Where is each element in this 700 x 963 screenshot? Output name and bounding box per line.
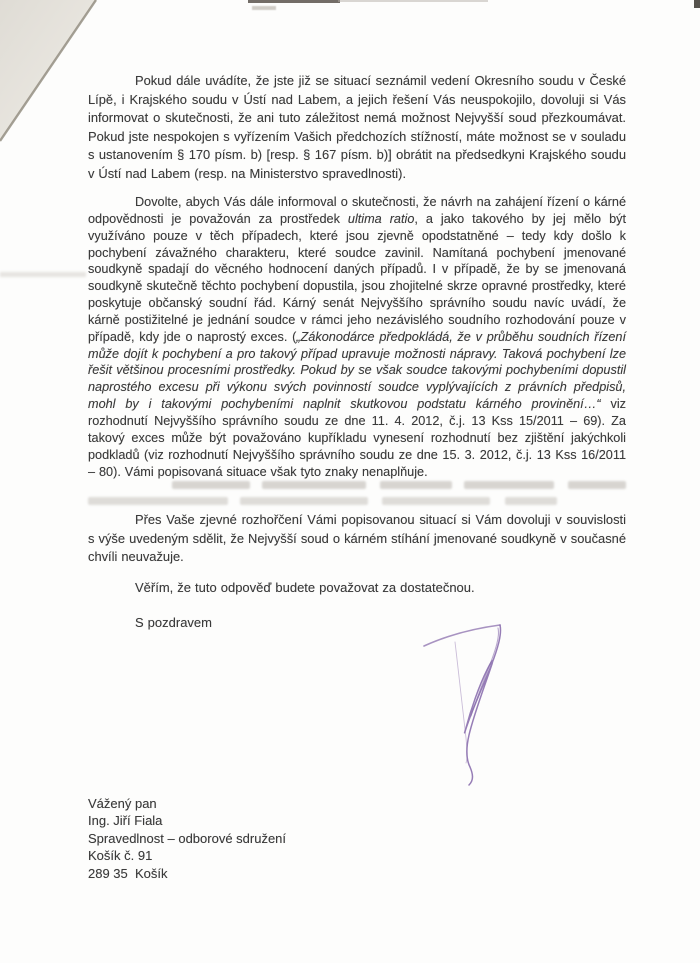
- scan-streak: [0, 272, 86, 277]
- paragraph-text: Pokud dále uvádíte, že jste již se situací seznámil vedení Okresního soudu v České Lípě, i Krajského soudu v Ústí nad Labem, a jejich řešení Vás neuspokojilo, dovoluji si Vás informovat o skutečnosti, že ani tuto záležitost nemá možnost Nejvyšší soud přezkoumávat. Pokud jste nespokojen s vyřízením Vašich předchozích stížností, máte možnost se v souladu s ustanovením § 170 písm. b) [resp. § 167 písm. b)] obrátit na předsedkyni Krajského soudu v Ústí nad Labem (resp. na Ministerstvo spravedlnosti).: [88, 73, 626, 181]
- erased-text-ghost: [172, 481, 250, 489]
- recipient-street: Košík č. 91: [88, 848, 153, 864]
- recipient-address-block: [88, 795, 286, 882]
- handwritten-signature: [418, 616, 516, 788]
- paragraph-complaint-review: [88, 72, 626, 183]
- erased-text-ghost: [464, 481, 554, 489]
- recipient-salutation: Vážený pan: [88, 796, 157, 811]
- erased-text-ghost: [240, 497, 368, 505]
- erased-text-ghost: [568, 481, 626, 489]
- paragraph-text: Přes Vaše zjevné rozhořčení Vámi popisovanou situací si Vám dovoluji v souvislosti s výše uvedeným sdělit, že Nejvyšší soud o kárném stíhání jmenované soudkyně v současné chvíli neuvažuje.: [88, 512, 626, 565]
- erased-text-ghost: [262, 481, 366, 489]
- erased-text-ghost: [380, 481, 452, 489]
- erased-text-ghost: [382, 497, 490, 505]
- paragraph-disciplinary-explanation: [88, 194, 626, 480]
- erased-text-ghost: [88, 497, 228, 505]
- recipient-name: Ing. Jiří Fiala: [88, 813, 163, 829]
- paragraph-text: , a jako takového by jej mělo být využíváno pouze v těch případech, které jsou zjevně opodstatněné – tedy kdy došlo k pochybení závažného charakteru, které soudce zavinil. Namítaná pochybení jmenované soudkyně spadají do věcného hodnocení daných případů. I v případě, že by se jmenovaná soudkyně skutečně těchto pochybení dopustila, jsou zhojitelné skrze opravné prostředky, které poskytuje občanský soudní řád. Kárný senát Nejvyššího správního soudu navíc uvádí, že kárně postižitelné je jednání soudce v rámci jeho nezávislého soudního rozhodování pouze v případě, kdy jde o naprostý exces. (: [88, 211, 627, 344]
- erased-text-ghost: [505, 497, 557, 505]
- scan-edge-mark-faint: [338, 0, 488, 2]
- scan-edge-mark: [248, 0, 340, 3]
- paragraph-conclusion: [88, 511, 626, 567]
- paragraph-text: Dovolte, abych Vás dále informoval o skutečnosti, že návrh na zahájení řízení o kárné odpovědnosti je považován za prostředek: [88, 195, 626, 226]
- latin-term-italic: ultima ratio: [347, 211, 415, 226]
- signoff-text: S pozdravem: [135, 615, 212, 630]
- recipient-postal-city: 289 35 Košík: [88, 865, 168, 881]
- signature-strokes: [424, 625, 501, 785]
- recipient-organization: Spravedlnost – odborové sdružení: [88, 830, 287, 846]
- paragraph-text: viz rozhodnutí Nejvyššího správního soudu ze dne 11. 4. 2012, č.j. 13 Kss 15/2011 – 69). Za takový exces může být považováno kupříkladu vynesení rozhodnutí bez zjištění jakýchkoli podkladů (viz rozhodnutí Nejvyššího správního soudu ze dne 15. 3. 2012, č.j. 13 Kss 16/2011 – 80). Vámi popisovaná situace však tyto znaky nenaplňuje.: [88, 397, 626, 479]
- scan-corner-tick: [694, 0, 700, 8]
- scan-smudge: [252, 6, 276, 10]
- court-quotation-italic: „Zákonodárce předpokládá, že v průběhu soudních řízení může dojít k pochybení a pro takový případ upravuje možnosti nápravy. Taková pochybení lze řešit většinou procesními prostředky. Pokud by se však soudce takovými pochybeními dopustil naprostého excesu při výkonu svých povinností soudce vyplývajících z právních předpisů, mohl by i takovými pochybeními naplnit skutkovou podstatu kárného provinění…“: [88, 329, 626, 412]
- closing-sentence: Věřím, že tuto odpověď budete považovat za dostatečnou.: [135, 580, 475, 595]
